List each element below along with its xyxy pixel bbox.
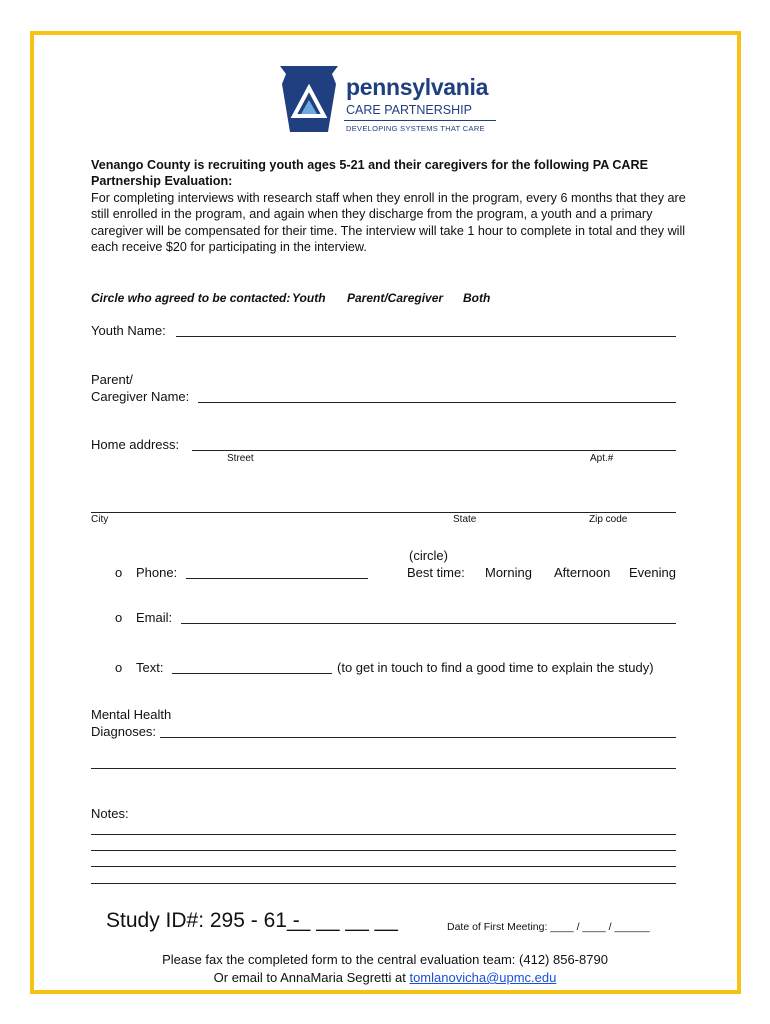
logo-subtitle: CARE PARTNERSHIP xyxy=(346,103,472,117)
mental-health-label-line2: Diagnoses: xyxy=(91,724,157,739)
youth-name-label: Youth Name: xyxy=(91,323,166,338)
keystone-logo-icon xyxy=(276,62,342,136)
logo-tagline: DEVELOPING SYSTEMS THAT CARE xyxy=(346,124,485,133)
contact-email-link[interactable]: tomlanovicha@upmc.edu xyxy=(409,970,557,985)
intro-body: For completing interviews with research staff when they enroll in the program, every 6 months that they are still enrolled in the program, and again when they discharge from the program, a youth and a primary caregiver will be compensated for their time. The interview will take 1 hour to complete in total and they will each receive $20 for participating in the interview. xyxy=(91,190,686,255)
text-label: Text: xyxy=(136,660,164,675)
apt-caption: Apt.# xyxy=(590,453,614,464)
email-bullet: o xyxy=(115,610,123,625)
text-bullet: o xyxy=(115,660,123,675)
best-time-label: Best time: xyxy=(407,565,465,580)
city-state-zip-field[interactable] xyxy=(91,512,676,513)
street-caption: Street xyxy=(227,453,254,464)
notes-label: Notes: xyxy=(91,806,129,821)
notes-line-4[interactable] xyxy=(91,883,676,884)
caregiver-name-field[interactable] xyxy=(198,402,676,403)
contact-option-parent[interactable]: Parent/Caregiver xyxy=(347,291,444,305)
home-address-field[interactable] xyxy=(192,450,676,451)
intro-heading: Venango County is recruiting youth ages 5-21 and their caregivers for the following PA CARE Partnership Evaluation: xyxy=(91,158,649,189)
phone-bullet: o xyxy=(115,565,123,580)
email-label: Email: xyxy=(136,610,173,625)
diagnoses-field-2[interactable] xyxy=(91,768,676,769)
circle-caption: (circle) xyxy=(409,548,448,563)
diagnoses-field[interactable] xyxy=(160,737,676,738)
fax-instruction: Please fax the completed form to the central evaluation team: (412) 856-8790 xyxy=(162,952,608,967)
text-note: (to get in touch to find a good time to explain the study) xyxy=(337,660,654,675)
state-caption: State xyxy=(453,514,477,525)
logo-rule xyxy=(344,120,496,121)
city-caption: City xyxy=(91,514,109,525)
phone-label: Phone: xyxy=(136,565,178,580)
notes-line-2[interactable] xyxy=(91,850,676,851)
contact-option-both[interactable]: Both xyxy=(463,291,491,305)
email-prefix: Or email to AnnaMaria Segretti at xyxy=(213,970,406,985)
parent-label-line1: Parent/ xyxy=(91,372,133,387)
pa-care-partnership-logo xyxy=(276,62,501,136)
study-id-label: Study ID#: 295 - 61 - xyxy=(106,909,300,932)
email-instruction xyxy=(0,970,770,985)
best-time-morning[interactable]: Morning xyxy=(485,565,532,580)
study-id-blanks[interactable]: __ __ __ __ xyxy=(287,909,398,932)
contact-label: Circle who agreed to be contacted: xyxy=(91,291,291,305)
intro-paragraph xyxy=(91,157,691,255)
mental-health-label-line1: Mental Health xyxy=(91,707,172,722)
phone-field[interactable] xyxy=(186,578,368,579)
notes-line-3[interactable] xyxy=(91,866,676,867)
contact-option-youth[interactable]: Youth xyxy=(292,291,326,305)
zip-caption: Zip code xyxy=(589,514,628,525)
notes-line-1[interactable] xyxy=(91,834,676,835)
text-field[interactable] xyxy=(172,673,332,674)
best-time-evening[interactable]: Evening xyxy=(629,565,676,580)
youth-name-field[interactable] xyxy=(176,336,676,337)
parent-label-line2: Caregiver Name: xyxy=(91,389,190,404)
logo-brand: pennsylvania xyxy=(346,74,489,100)
home-address-label: Home address: xyxy=(91,437,180,452)
email-field[interactable] xyxy=(181,623,676,624)
best-time-afternoon[interactable]: Afternoon xyxy=(554,565,611,580)
date-first-meeting[interactable]: Date of First Meeting: ____ / ____ / ______ xyxy=(447,921,650,933)
